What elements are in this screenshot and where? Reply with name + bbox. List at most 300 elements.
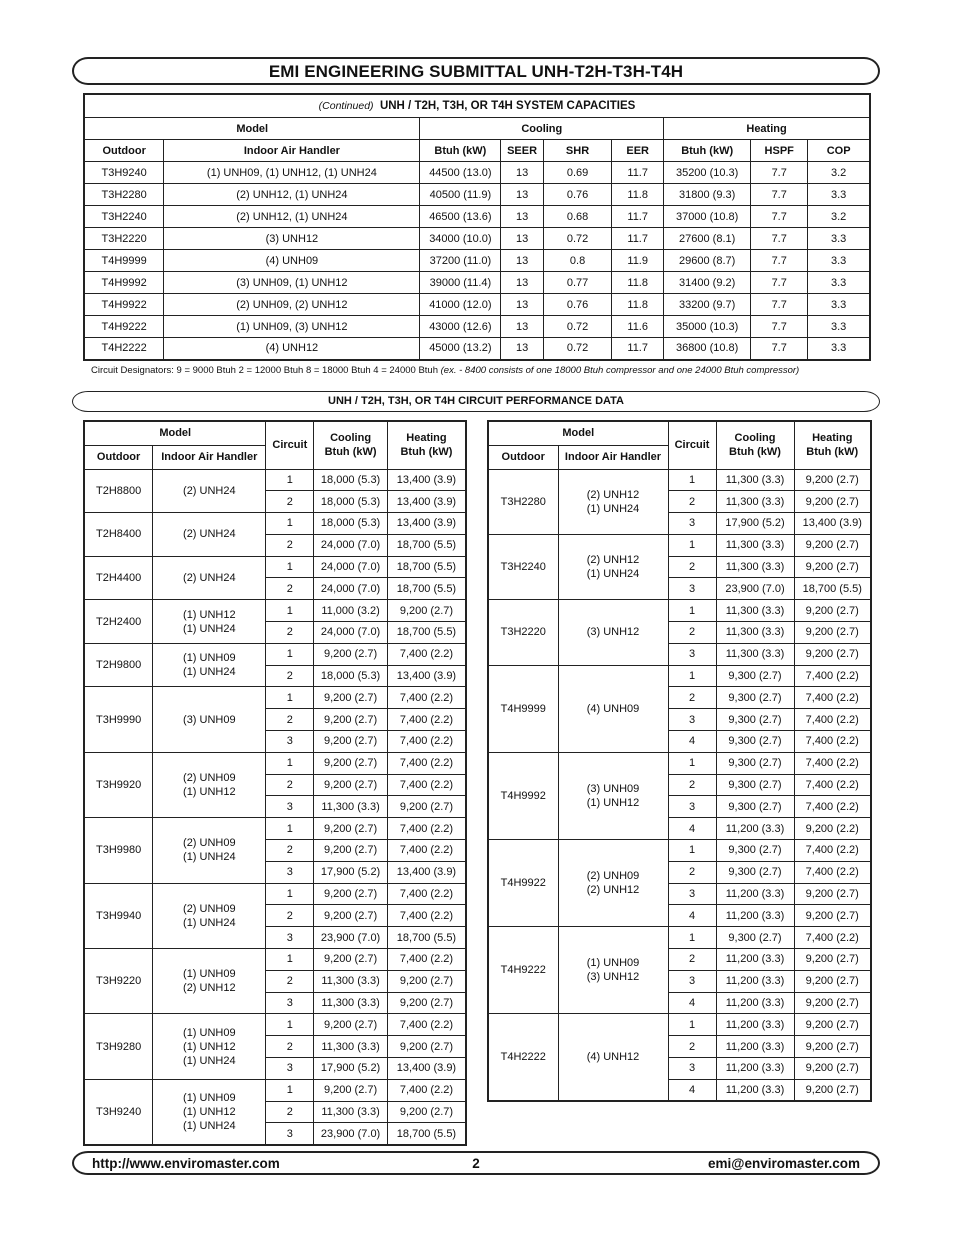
circuit-cell: 1 — [266, 643, 314, 665]
perf-h-cooling: Cooling Btuh (kW) — [716, 421, 794, 469]
cooling-cell: 9,300 (2.7) — [716, 709, 794, 731]
table-row — [84, 949, 466, 971]
heating-cell: 9,200 (2.7) — [387, 970, 466, 992]
table-cell: 13 — [501, 162, 544, 184]
indoor-handler-line: (2) UNH12 — [586, 488, 640, 501]
table-row — [84, 1014, 466, 1036]
table-row — [84, 556, 466, 578]
outdoor-model-cell: T3H9220 — [84, 949, 153, 1014]
indoor-handler-line: (2) UNH24 — [183, 484, 236, 497]
heating-cell: 9,200 (2.7) — [794, 600, 871, 622]
cooling-cell: 11,300 (3.3) — [314, 1101, 388, 1123]
circuit-cell: 2 — [266, 665, 314, 687]
cooling-cell: 24,000 (7.0) — [314, 578, 388, 600]
indoor-handler-cell — [558, 752, 668, 839]
table-row — [84, 818, 466, 840]
indoor-handler-line: (1) UNH09 — [183, 1026, 236, 1039]
table-row — [84, 272, 870, 294]
heating-cell: 13,400 (3.9) — [387, 491, 466, 513]
indoor-handler-cell — [153, 1014, 266, 1079]
indoor-handler-line: (1) UNH12 — [183, 786, 236, 799]
heating-cell: 7,400 (2.2) — [794, 752, 871, 774]
circuit-cell: 2 — [668, 687, 716, 709]
cooling-cell: 11,200 (3.3) — [716, 905, 794, 927]
indoor-handler-cell — [558, 1014, 668, 1101]
cap-col-header: Btuh (kW) — [420, 140, 501, 162]
heating-cell: 9,200 (2.7) — [387, 992, 466, 1014]
heating-cell: 9,200 (2.7) — [794, 622, 871, 644]
cooling-cell: 18,000 (5.3) — [314, 665, 388, 687]
circuit-cell: 1 — [668, 534, 716, 556]
indoor-handler-line: (1) UNH24 — [183, 851, 236, 864]
indoor-handler-line: (2) UNH12 — [183, 982, 236, 995]
table-cell: 7.7 — [751, 228, 808, 250]
continued-label: (Continued) — [318, 100, 374, 112]
indoor-handler-cell — [558, 840, 668, 927]
table-cell: T4H9992 — [84, 272, 164, 294]
indoor-handler-line: (1) UNH09 — [586, 957, 640, 970]
circuit-cell: 1 — [266, 818, 314, 840]
table-cell: 11.7 — [612, 206, 664, 228]
cooling-cell: 11,200 (3.3) — [716, 1036, 794, 1058]
indoor-handler-cell — [153, 752, 266, 817]
indoor-handler-line: (1) UNH09 — [183, 652, 236, 665]
table-cell: 11.8 — [612, 294, 664, 316]
cooling-cell: 11,300 (3.3) — [314, 1036, 388, 1058]
indoor-handler-line: (1) UNH12 — [183, 608, 236, 621]
circuit-cell: 1 — [668, 927, 716, 949]
circuit-cell: 3 — [266, 731, 314, 753]
heating-cell: 9,200 (2.7) — [387, 796, 466, 818]
heating-cell: 7,400 (2.2) — [387, 752, 466, 774]
table-cell: 37000 (10.8) — [664, 206, 751, 228]
table-row — [84, 469, 466, 491]
indoor-handler-line: (1) UNH12 — [183, 1105, 236, 1118]
table-cell: 3.2 — [808, 206, 870, 228]
indoor-handler-line: (1) UNH12 — [586, 796, 640, 809]
cooling-cell: 11,300 (3.3) — [716, 556, 794, 578]
table-cell: 3.3 — [808, 250, 870, 272]
table-row — [84, 643, 466, 665]
cooling-cell: 9,300 (2.7) — [716, 687, 794, 709]
circuit-cell: 3 — [668, 1058, 716, 1080]
table-cell: T3H9240 — [84, 162, 164, 184]
heating-cell: 7,400 (2.2) — [387, 1079, 466, 1101]
outdoor-model-cell: T3H9280 — [84, 1014, 153, 1079]
circuit-cell: 1 — [266, 600, 314, 622]
capacities-body — [84, 162, 870, 360]
cooling-cell: 9,300 (2.7) — [716, 752, 794, 774]
indoor-handler-line: (1) UNH24 — [586, 502, 640, 515]
outdoor-model-cell: T2H9800 — [84, 643, 153, 687]
heating-cell: 9,200 (2.7) — [794, 534, 871, 556]
perf-h-circuit: Circuit — [668, 421, 716, 469]
table-cell: 3.3 — [808, 316, 870, 338]
capacities-title: UNH / T2H, T3H, OR T4H SYSTEM CAPACITIES — [379, 100, 636, 112]
table-cell: (2) UNH12, (1) UNH24 — [164, 206, 420, 228]
cooling-cell: 9,200 (2.7) — [314, 774, 388, 796]
outdoor-model-cell: T3H2240 — [488, 534, 558, 599]
indoor-handler-line: (1) UNH12 — [183, 1040, 236, 1053]
circuit-cell: 1 — [266, 1079, 314, 1101]
indoor-handler-line: (1) UNH24 — [183, 622, 236, 635]
outdoor-model-cell: T3H2280 — [488, 469, 558, 534]
table-cell: 29600 (8.7) — [664, 250, 751, 272]
table-row — [488, 1014, 871, 1036]
table-cell: 3.3 — [808, 184, 870, 206]
outdoor-model-cell: T3H9240 — [84, 1079, 153, 1144]
table-cell: 0.68 — [543, 206, 611, 228]
cap-col-header: HSPF — [751, 140, 808, 162]
table-cell: 7.7 — [751, 250, 808, 272]
table-cell: 0.77 — [543, 272, 611, 294]
heating-cell: 7,400 (2.2) — [387, 774, 466, 796]
table-cell: 3.3 — [808, 272, 870, 294]
table-cell: 7.7 — [751, 316, 808, 338]
table-row — [84, 883, 466, 905]
table-row — [84, 206, 870, 228]
circuit-cell: 4 — [668, 905, 716, 927]
cooling-cell: 9,200 (2.7) — [314, 752, 388, 774]
cooling-cell: 24,000 (7.0) — [314, 534, 388, 556]
heating-cell: 7,400 (2.2) — [794, 731, 871, 753]
outdoor-model-cell: T2H8800 — [84, 469, 153, 513]
table-row — [84, 294, 870, 316]
outdoor-model-cell: T3H9920 — [84, 752, 153, 817]
circuit-cell: 1 — [266, 687, 314, 709]
heating-cell: 7,400 (2.2) — [794, 774, 871, 796]
heating-cell: 7,400 (2.2) — [387, 709, 466, 731]
table-cell: 11.8 — [612, 272, 664, 294]
circuit-cell: 4 — [668, 992, 716, 1014]
cap-col-header: EER — [612, 140, 664, 162]
outdoor-model-cell: T3H9940 — [84, 883, 153, 948]
table-cell: 13 — [501, 228, 544, 250]
heating-cell: 7,400 (2.2) — [387, 1014, 466, 1036]
cooling-cell: 18,000 (5.3) — [314, 469, 388, 491]
circuit-cell: 2 — [668, 1036, 716, 1058]
heating-cell: 9,200 (2.7) — [387, 600, 466, 622]
heating-cell: 13,400 (3.9) — [387, 665, 466, 687]
circuit-cell: 1 — [668, 1014, 716, 1036]
heating-cell: 7,400 (2.2) — [387, 949, 466, 971]
circuit-cell: 2 — [668, 622, 716, 644]
indoor-handler-line: (2) UNH09 — [183, 772, 236, 785]
indoor-handler-cell — [153, 513, 266, 557]
heating-cell: 9,200 (2.7) — [794, 883, 871, 905]
cooling-cell: 11,300 (3.3) — [716, 469, 794, 491]
table-row — [84, 687, 466, 709]
cooling-cell: 17,900 (5.2) — [314, 861, 388, 883]
heating-cell: 9,200 (2.7) — [794, 949, 871, 971]
cooling-cell: 23,900 (7.0) — [716, 578, 794, 600]
circuit-cell: 1 — [266, 1014, 314, 1036]
table-cell: 37200 (11.0) — [420, 250, 501, 272]
table-cell: T4H9222 — [84, 316, 164, 338]
indoor-handler-line: (4) UNH09 — [586, 702, 640, 715]
perf-h-heating: Heating Btuh (kW) — [387, 421, 466, 469]
table-cell: 7.7 — [751, 272, 808, 294]
indoor-handler-line: (3) UNH12 — [586, 971, 640, 984]
table-cell: (2) UNH09, (2) UNH12 — [164, 294, 420, 316]
heating-cell: 7,400 (2.2) — [387, 643, 466, 665]
cooling-cell: 24,000 (7.0) — [314, 556, 388, 578]
table-row — [84, 1079, 466, 1101]
cooling-cell: 9,200 (2.7) — [314, 840, 388, 862]
table-cell: 13 — [501, 250, 544, 272]
circuit-cell: 3 — [668, 513, 716, 535]
indoor-handler-line: (1) UNH24 — [586, 568, 640, 581]
table-cell: 0.72 — [543, 338, 611, 360]
cooling-cell: 9,200 (2.7) — [314, 883, 388, 905]
table-row — [84, 162, 870, 184]
table-row — [488, 752, 871, 774]
outdoor-model-cell: T3H9990 — [84, 687, 153, 752]
page-title: EMI ENGINEERING SUBMITTAL UNH-T2H-T3H-T4H — [268, 62, 684, 81]
circuit-cell: 3 — [668, 796, 716, 818]
indoor-handler-line: (2) UNH12 — [586, 884, 640, 897]
perf-h-model: Model — [488, 421, 668, 445]
table-row — [84, 184, 870, 206]
cooling-cell: 11,300 (3.3) — [716, 622, 794, 644]
indoor-handler-cell — [153, 883, 266, 948]
table-cell: 0.69 — [543, 162, 611, 184]
indoor-handler-line: (2) UNH24 — [183, 571, 236, 584]
table-cell: 27600 (8.1) — [664, 228, 751, 250]
cap-col-header: Outdoor — [84, 140, 164, 162]
note-plain: Circuit Designators: 9 = 9000 Btuh 2 = 12000 Btuh 8 = 18000 Btuh 4 = 24000 Btuh — [91, 365, 441, 376]
table-cell: 3.3 — [808, 228, 870, 250]
cooling-cell: 9,200 (2.7) — [314, 818, 388, 840]
outdoor-model-cell: T2H2400 — [84, 600, 153, 644]
outdoor-model-cell: T4H9922 — [488, 840, 558, 927]
outdoor-model-cell: T4H9999 — [488, 665, 558, 752]
heating-cell: 13,400 (3.9) — [794, 513, 871, 535]
indoor-handler-cell — [558, 600, 668, 665]
heating-cell: 9,200 (2.7) — [794, 1014, 871, 1036]
cap-col-header: COP — [808, 140, 870, 162]
circuit-cell: 2 — [668, 491, 716, 513]
table-cell: 7.7 — [751, 184, 808, 206]
table-cell: 31800 (9.3) — [664, 184, 751, 206]
table-cell: 43000 (12.6) — [420, 316, 501, 338]
cooling-cell: 11,300 (3.3) — [716, 600, 794, 622]
indoor-handler-cell — [153, 818, 266, 883]
table-cell: 11.7 — [612, 162, 664, 184]
title-banner — [72, 57, 880, 85]
circuit-cell: 1 — [668, 665, 716, 687]
table-row — [84, 600, 466, 622]
heating-cell: 18,700 (5.5) — [794, 578, 871, 600]
indoor-handler-line: (1) UNH09 — [183, 968, 236, 981]
circuit-designators-note — [91, 365, 799, 376]
cap-group-cooling: Cooling — [420, 118, 664, 140]
circuit-cell: 2 — [266, 1036, 314, 1058]
table-cell: 13 — [501, 338, 544, 360]
table-cell: 44500 (13.0) — [420, 162, 501, 184]
table-cell: 36800 (10.8) — [664, 338, 751, 360]
indoor-handler-cell — [153, 469, 266, 513]
table-cell: 35200 (10.3) — [664, 162, 751, 184]
heating-cell: 7,400 (2.2) — [794, 665, 871, 687]
outdoor-model-cell: T2H4400 — [84, 556, 153, 600]
circuit-cell: 4 — [668, 818, 716, 840]
heating-cell: 9,200 (2.7) — [794, 469, 871, 491]
circuit-cell: 3 — [668, 883, 716, 905]
indoor-handler-line: (1) UNH24 — [183, 916, 236, 929]
circuit-cell: 3 — [668, 643, 716, 665]
table-cell: 3.2 — [808, 162, 870, 184]
circuit-cell: 2 — [668, 861, 716, 883]
circuit-cell: 2 — [266, 491, 314, 513]
cooling-cell: 11,200 (3.3) — [716, 970, 794, 992]
indoor-handler-cell — [558, 534, 668, 599]
table-row — [488, 840, 871, 862]
performance-body-right — [488, 469, 871, 1101]
table-cell: 11.6 — [612, 316, 664, 338]
indoor-handler-cell — [558, 927, 668, 1014]
cap-col-header: Btuh (kW) — [664, 140, 751, 162]
perf-h-outdoor: Outdoor — [84, 445, 153, 469]
indoor-handler-line: (3) UNH09 — [586, 782, 640, 795]
table-cell: 11.7 — [612, 228, 664, 250]
heating-cell: 9,200 (2.7) — [794, 992, 871, 1014]
cooling-cell: 11,200 (3.3) — [716, 1014, 794, 1036]
cooling-cell: 9,200 (2.7) — [314, 1014, 388, 1036]
circuit-cell: 4 — [668, 1079, 716, 1101]
table-cell: 7.7 — [751, 206, 808, 228]
table-cell: (4) UNH12 — [164, 338, 420, 360]
circuit-cell: 3 — [266, 927, 314, 949]
perf-h-outdoor: Outdoor — [488, 445, 558, 469]
table-row — [84, 338, 870, 360]
circuit-cell: 3 — [266, 992, 314, 1014]
perf-h-indoor: Indoor Air Handler — [558, 445, 668, 469]
outdoor-model-cell: T2H8400 — [84, 513, 153, 557]
table-cell: 0.8 — [543, 250, 611, 272]
heating-cell: 7,400 (2.2) — [387, 731, 466, 753]
circuit-cell: 1 — [266, 469, 314, 491]
indoor-handler-cell — [558, 469, 668, 534]
performance-body-left — [84, 469, 466, 1145]
table-cell: (1) UNH09, (1) UNH12, (1) UNH24 — [164, 162, 420, 184]
table-row — [84, 513, 466, 535]
circuit-cell: 1 — [668, 600, 716, 622]
circuit-cell: 3 — [668, 578, 716, 600]
heating-cell: 9,200 (2.2) — [794, 818, 871, 840]
table-row — [84, 316, 870, 338]
footer-banner — [72, 1151, 880, 1175]
capacities-title-cell — [84, 94, 870, 118]
heating-cell: 7,400 (2.2) — [794, 687, 871, 709]
page-number: 2 — [472, 1156, 480, 1171]
table-cell: 45000 (13.2) — [420, 338, 501, 360]
cooling-cell: 11,200 (3.3) — [716, 883, 794, 905]
cooling-cell: 11,300 (3.3) — [314, 970, 388, 992]
table-row — [488, 665, 871, 687]
circuit-cell: 1 — [266, 556, 314, 578]
cooling-cell: 11,000 (3.2) — [314, 600, 388, 622]
cooling-cell: 17,900 (5.2) — [314, 1058, 388, 1080]
heating-cell: 9,200 (2.7) — [794, 1036, 871, 1058]
cooling-cell: 17,900 (5.2) — [716, 513, 794, 535]
table-cell: 7.7 — [751, 162, 808, 184]
outdoor-model-cell: T4H2222 — [488, 1014, 558, 1101]
indoor-handler-line: (1) UNH24 — [183, 666, 236, 679]
circuit-cell: 2 — [266, 970, 314, 992]
heating-cell: 9,200 (2.7) — [794, 970, 871, 992]
perf-h-model: Model — [84, 421, 266, 445]
heating-cell: 7,400 (2.2) — [794, 840, 871, 862]
circuit-cell: 2 — [266, 622, 314, 644]
table-cell: (3) UNH12 — [164, 228, 420, 250]
circuit-cell: 3 — [668, 709, 716, 731]
heating-cell: 18,700 (5.5) — [387, 927, 466, 949]
cooling-cell: 11,200 (3.3) — [716, 992, 794, 1014]
indoor-handler-line: (2) UNH09 — [183, 902, 236, 915]
table-cell: (2) UNH12, (1) UNH24 — [164, 184, 420, 206]
table-cell: 7.7 — [751, 338, 808, 360]
table-cell: 13 — [501, 184, 544, 206]
cooling-cell: 18,000 (5.3) — [314, 513, 388, 535]
heating-cell: 7,400 (2.2) — [387, 905, 466, 927]
cap-col-header: SEER — [501, 140, 544, 162]
cooling-cell: 11,200 (3.3) — [716, 949, 794, 971]
heating-cell: 7,400 (2.2) — [794, 709, 871, 731]
circuit-cell: 3 — [266, 796, 314, 818]
cooling-cell: 9,300 (2.7) — [716, 861, 794, 883]
system-capacities-table — [83, 93, 871, 361]
circuit-cell: 4 — [668, 731, 716, 753]
cooling-cell: 11,200 (3.3) — [716, 1079, 794, 1101]
performance-table-left — [83, 420, 467, 1146]
heating-cell: 7,400 (2.2) — [387, 883, 466, 905]
perf-h-circuit: Circuit — [266, 421, 314, 469]
cooling-cell: 9,300 (2.7) — [716, 665, 794, 687]
table-cell: 13 — [501, 294, 544, 316]
circuit-cell: 3 — [668, 970, 716, 992]
performance-table-right — [487, 420, 872, 1102]
heating-cell: 7,400 (2.2) — [794, 927, 871, 949]
performance-title: UNH / T2H, T3H, OR T4H CIRCUIT PERFORMANCE DATA — [328, 395, 624, 407]
cap-group-heating: Heating — [664, 118, 870, 140]
table-cell: T4H9999 — [84, 250, 164, 272]
heating-cell: 7,400 (2.2) — [794, 796, 871, 818]
indoor-handler-cell — [153, 643, 266, 687]
table-cell: 11.7 — [612, 338, 664, 360]
table-cell: 0.72 — [543, 316, 611, 338]
table-cell: 7.7 — [751, 294, 808, 316]
cooling-cell: 9,300 (2.7) — [716, 927, 794, 949]
table-row — [488, 927, 871, 949]
cooling-cell: 11,300 (3.3) — [716, 491, 794, 513]
footer-email-link[interactable]: emi@enviromaster.com — [708, 1156, 860, 1171]
cooling-cell: 9,200 (2.7) — [314, 949, 388, 971]
table-cell: T4H2222 — [84, 338, 164, 360]
circuit-cell: 1 — [668, 840, 716, 862]
footer-url-link[interactable]: http://www.enviromaster.com — [92, 1156, 280, 1171]
table-cell: 3.3 — [808, 294, 870, 316]
cooling-cell: 11,300 (3.3) — [314, 992, 388, 1014]
cooling-cell: 11,300 (3.3) — [716, 534, 794, 556]
cooling-cell: 9,200 (2.7) — [314, 643, 388, 665]
heating-cell: 9,200 (2.7) — [387, 1101, 466, 1123]
heating-cell: 9,200 (2.7) — [794, 556, 871, 578]
indoor-handler-line: (3) UNH09 — [183, 713, 236, 726]
circuit-cell: 2 — [668, 556, 716, 578]
heating-cell: 18,700 (5.5) — [387, 556, 466, 578]
cooling-cell: 18,000 (5.3) — [314, 491, 388, 513]
